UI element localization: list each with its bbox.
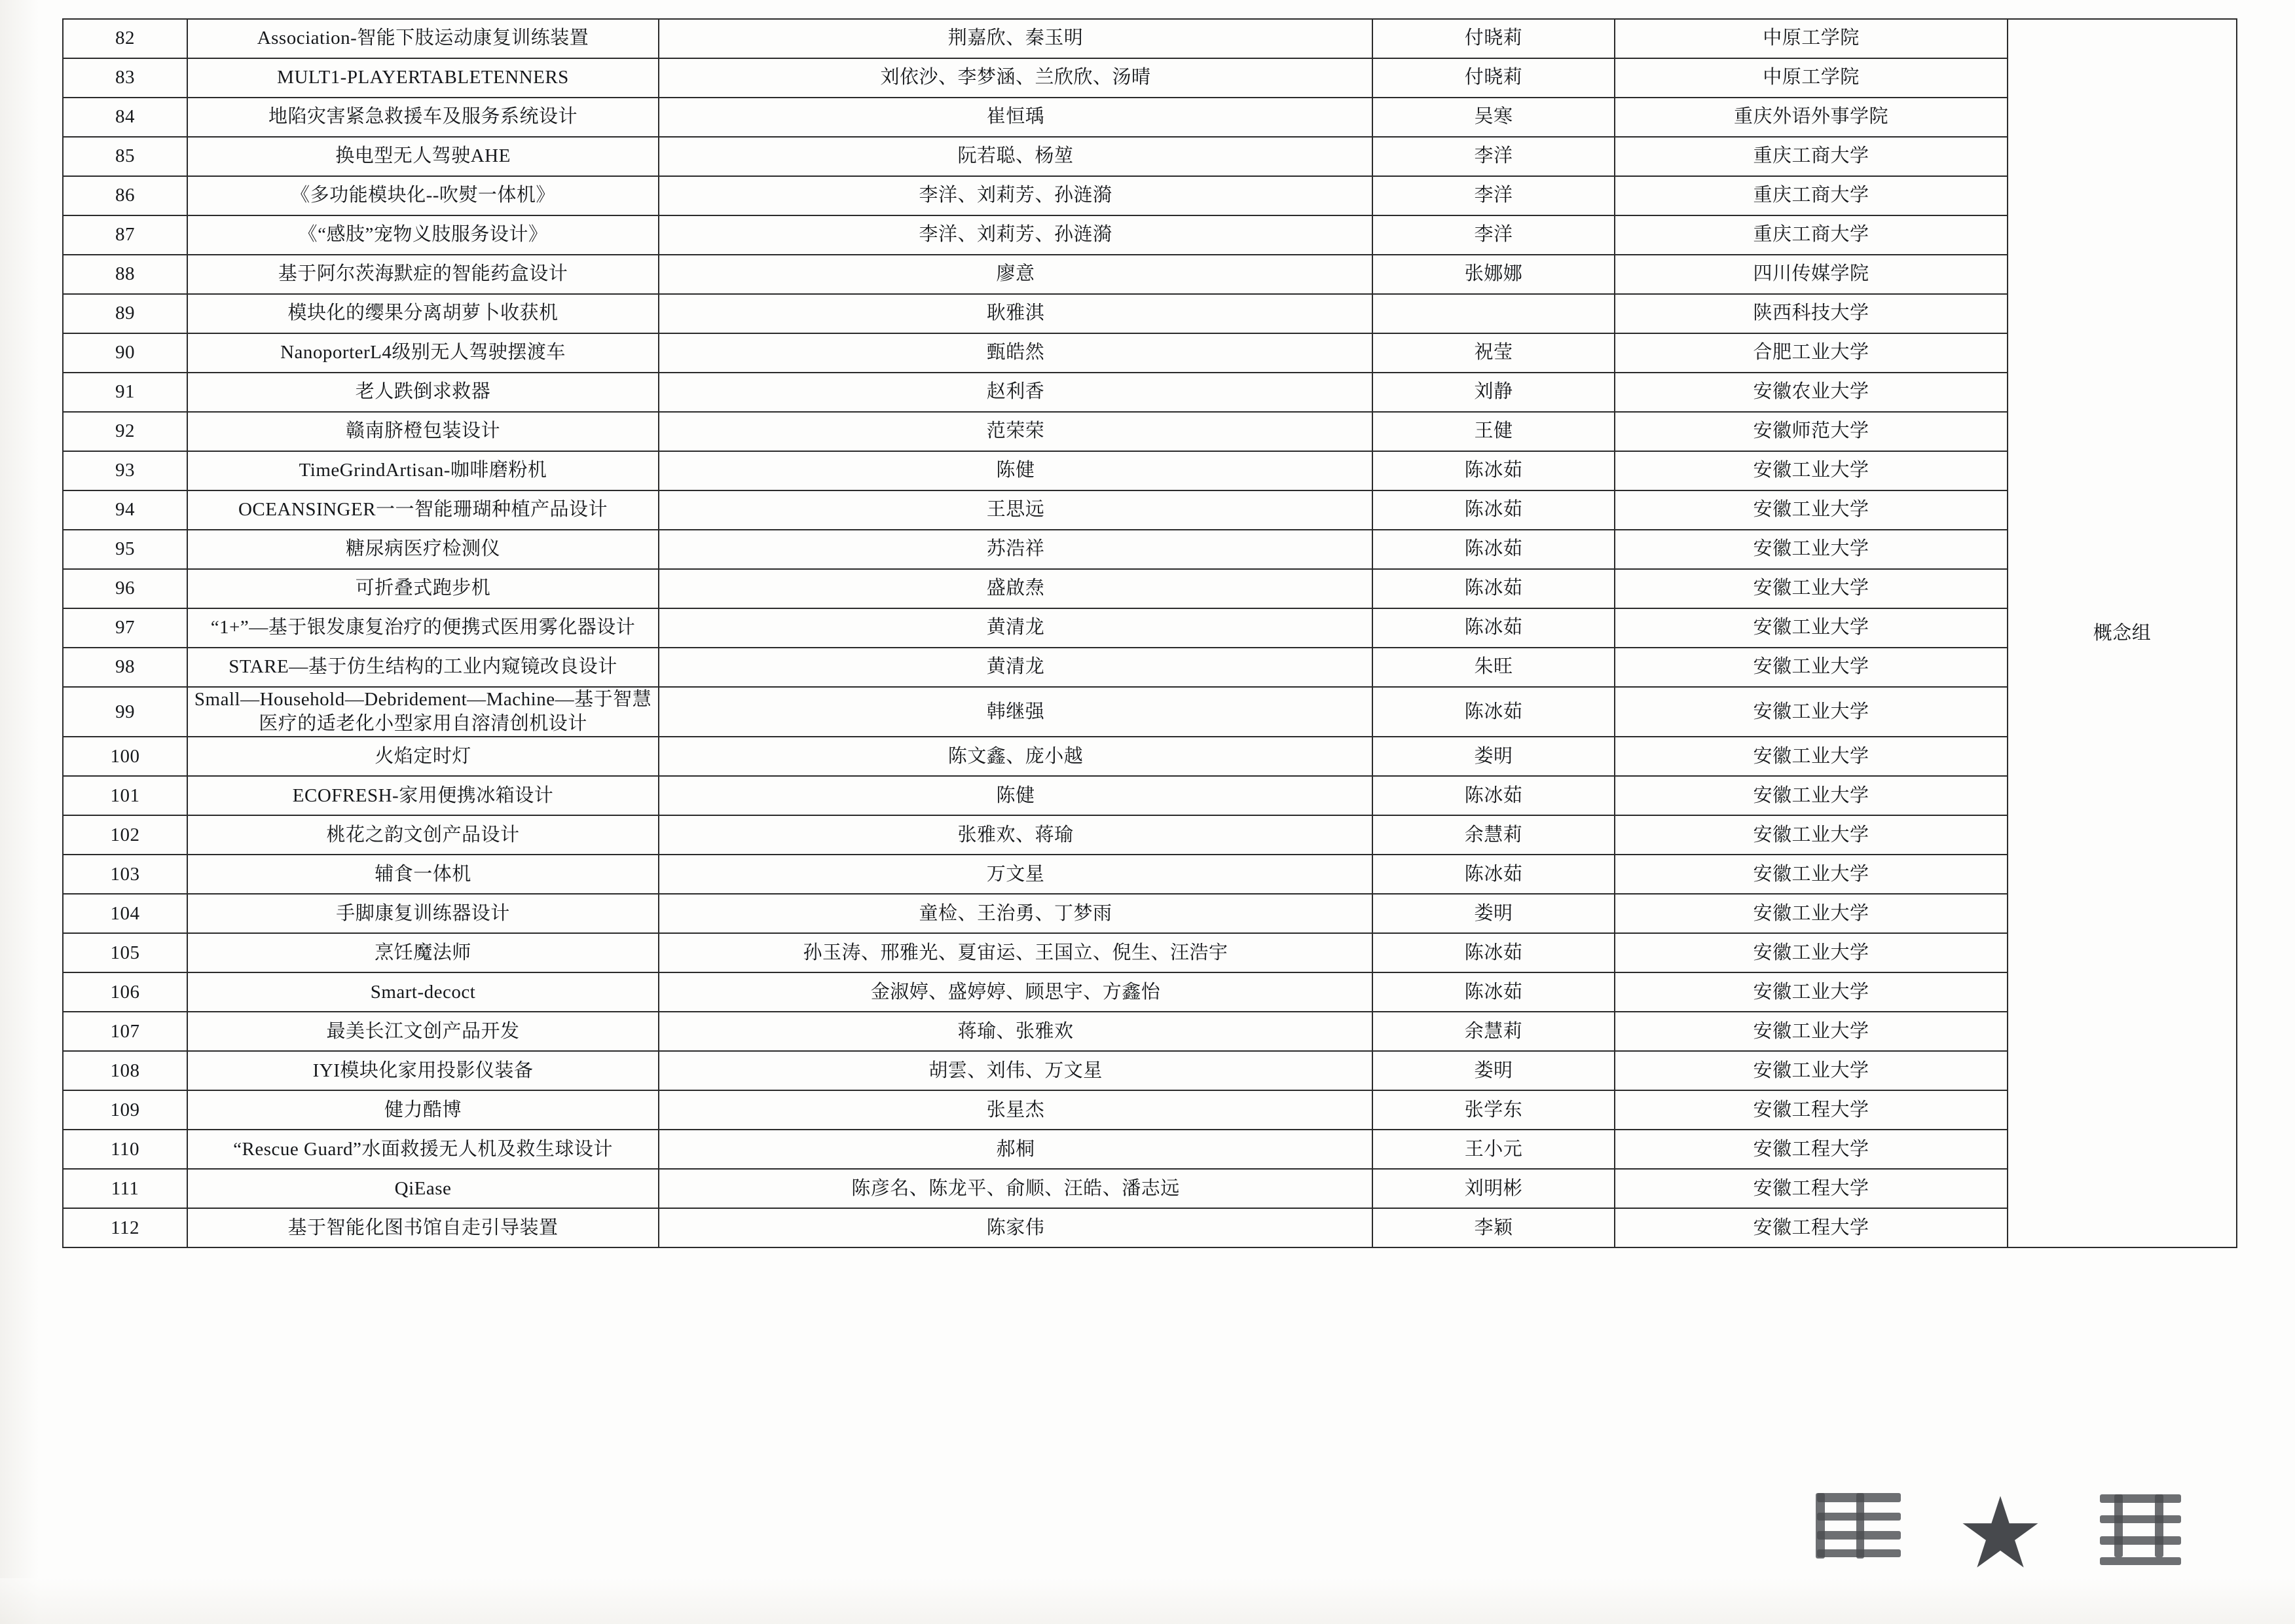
student-names: 童检、王治勇、丁梦雨 (659, 894, 1372, 933)
advisor-name: 张学东 (1372, 1090, 1615, 1130)
work-title: 健力酷博 (187, 1090, 659, 1130)
row-number: 112 (63, 1208, 187, 1247)
student-names: 胡雲、刘伟、万文星 (659, 1051, 1372, 1090)
advisor-name: 陈冰茹 (1372, 776, 1615, 815)
table-row (63, 972, 2237, 1012)
school-name: 安徽工程大学 (1615, 1169, 2008, 1208)
advisor-name: 陈冰茹 (1372, 855, 1615, 894)
row-number: 95 (63, 530, 187, 569)
work-title: “1+”—基于银发康复治疗的便携式医用雾化器设计 (187, 608, 659, 648)
work-title: 最美长江文创产品开发 (187, 1012, 659, 1051)
student-names: 郝桐 (659, 1130, 1372, 1169)
student-names: 苏浩祥 (659, 530, 1372, 569)
student-names: 崔恒瑀 (659, 98, 1372, 137)
row-number: 102 (63, 815, 187, 855)
advisor-name: 王小元 (1372, 1130, 1615, 1169)
work-title: IYI模块化家用投影仪装备 (187, 1051, 659, 1090)
row-number: 100 (63, 737, 187, 776)
row-number: 86 (63, 176, 187, 215)
row-number: 109 (63, 1090, 187, 1130)
table-row (63, 894, 2237, 933)
table-row (63, 569, 2237, 608)
work-title: 辅食一体机 (187, 855, 659, 894)
student-names: 张星杰 (659, 1090, 1372, 1130)
advisor-name (1372, 294, 1615, 333)
stamp-star-icon (1951, 1480, 2049, 1589)
advisor-name: 陈冰茹 (1372, 530, 1615, 569)
table-row (63, 490, 2237, 530)
work-title: 赣南脐橙包装设计 (187, 412, 659, 451)
student-names: 陈文鑫、庞小越 (659, 737, 1372, 776)
group-label: 概念组 (2008, 19, 2237, 1247)
work-title: STARE—基于仿生结构的工业内窥镜改良设计 (187, 648, 659, 687)
table-row (63, 255, 2237, 294)
school-name: 安徽工业大学 (1615, 815, 2008, 855)
advisor-name: 陈冰茹 (1372, 608, 1615, 648)
table-row (63, 98, 2237, 137)
row-number: 107 (63, 1012, 187, 1051)
stamp-right-glyph (2092, 1481, 2190, 1579)
row-number: 89 (63, 294, 187, 333)
work-title: 可折叠式跑步机 (187, 569, 659, 608)
table-row (63, 1090, 2237, 1130)
work-title: 火焰定时灯 (187, 737, 659, 776)
table-row (63, 215, 2237, 255)
student-names: 荆嘉欣、秦玉明 (659, 19, 1372, 58)
work-title: 桃花之韵文创产品设计 (187, 815, 659, 855)
student-names: 甄皓然 (659, 333, 1372, 373)
table-row (63, 19, 2237, 58)
student-names: 王思远 (659, 490, 1372, 530)
school-name: 安徽工业大学 (1615, 855, 2008, 894)
advisor-name: 王健 (1372, 412, 1615, 451)
table-row (63, 333, 2237, 373)
work-title: 基于阿尔茨海默症的智能药盒设计 (187, 255, 659, 294)
work-title: 基于智能化图书馆自走引导装置 (187, 1208, 659, 1247)
row-number: 111 (63, 1169, 187, 1208)
row-number: 108 (63, 1051, 187, 1090)
school-name: 安徽工业大学 (1615, 1051, 2008, 1090)
school-name: 安徽工业大学 (1615, 451, 2008, 490)
row-number: 97 (63, 608, 187, 648)
stamp-left-glyph (1810, 1481, 1909, 1579)
advisor-name: 陈冰茹 (1372, 569, 1615, 608)
advisor-name: 娄明 (1372, 894, 1615, 933)
advisor-name: 付晓莉 (1372, 58, 1615, 98)
school-name: 重庆工商大学 (1615, 176, 2008, 215)
school-name: 安徽工业大学 (1615, 737, 2008, 776)
work-title: 换电型无人驾驶AHE (187, 137, 659, 176)
table-row (63, 815, 2237, 855)
table-row (63, 776, 2237, 815)
work-title: TimeGrindArtisan-咖啡磨粉机 (187, 451, 659, 490)
work-title: MULT1-PLAYERTABLETENNERS (187, 58, 659, 98)
advisor-name: 李洋 (1372, 215, 1615, 255)
work-title: “Rescue Guard”水面救援无人机及救生球设计 (187, 1130, 659, 1169)
school-name: 合肥工业大学 (1615, 333, 2008, 373)
school-name: 安徽工业大学 (1615, 490, 2008, 530)
work-title: 《“感肢”宠物义肢服务设计》 (187, 215, 659, 255)
student-names: 韩继强 (659, 687, 1372, 737)
student-names: 盛啟焘 (659, 569, 1372, 608)
row-number: 101 (63, 776, 187, 815)
row-number: 82 (63, 19, 187, 58)
row-number: 91 (63, 373, 187, 412)
row-number: 110 (63, 1130, 187, 1169)
school-name: 重庆工商大学 (1615, 137, 2008, 176)
advisor-name: 娄明 (1372, 737, 1615, 776)
school-name: 重庆外语外事学院 (1615, 98, 2008, 137)
advisor-name: 陈冰茹 (1372, 490, 1615, 530)
star-glyph: ★ (1956, 1480, 2045, 1589)
work-title: 老人跌倒求救器 (187, 373, 659, 412)
row-number: 105 (63, 933, 187, 972)
school-name: 重庆工商大学 (1615, 215, 2008, 255)
student-names: 陈健 (659, 451, 1372, 490)
row-number: 84 (63, 98, 187, 137)
student-names: 耿雅淇 (659, 294, 1372, 333)
school-name: 安徽工业大学 (1615, 972, 2008, 1012)
student-names: 阮若聪、杨堃 (659, 137, 1372, 176)
row-number: 98 (63, 648, 187, 687)
table-row (63, 1051, 2237, 1090)
advisor-name: 吴寒 (1372, 98, 1615, 137)
advisor-name: 李洋 (1372, 137, 1615, 176)
student-names: 蒋瑜、张雅欢 (659, 1012, 1372, 1051)
work-title: ECOFRESH-家用便携冰箱设计 (187, 776, 659, 815)
school-name: 安徽工业大学 (1615, 933, 2008, 972)
table-row (63, 933, 2237, 972)
advisor-name: 陈冰茹 (1372, 451, 1615, 490)
work-title: Small—Household—Debridement—Machine—基于智慧医疗的适老化小型家用自溶清创机设计 (187, 687, 659, 737)
school-name: 陕西科技大学 (1615, 294, 2008, 333)
table-row (63, 1012, 2237, 1051)
row-number: 88 (63, 255, 187, 294)
advisor-name: 余慧莉 (1372, 815, 1615, 855)
row-number: 94 (63, 490, 187, 530)
advisor-name: 李颖 (1372, 1208, 1615, 1247)
table-row (63, 737, 2237, 776)
school-name: 安徽工程大学 (1615, 1090, 2008, 1130)
row-number: 92 (63, 412, 187, 451)
row-number: 99 (63, 687, 187, 737)
row-number: 104 (63, 894, 187, 933)
table-row (63, 1130, 2237, 1169)
advisor-name: 娄明 (1372, 1051, 1615, 1090)
student-names: 金淑婷、盛婷婷、顾思宇、方鑫怡 (659, 972, 1372, 1012)
school-name: 四川传媒学院 (1615, 255, 2008, 294)
row-number: 90 (63, 333, 187, 373)
work-title: 糖尿病医疗检测仪 (187, 530, 659, 569)
student-names: 范荣荣 (659, 412, 1372, 451)
school-name: 安徽工程大学 (1615, 1130, 2008, 1169)
row-number: 96 (63, 569, 187, 608)
advisor-name: 陈冰茹 (1372, 933, 1615, 972)
table-row (63, 412, 2237, 451)
student-names: 黄清龙 (659, 648, 1372, 687)
school-name: 安徽工业大学 (1615, 569, 2008, 608)
row-number: 93 (63, 451, 187, 490)
student-names: 陈彦名、陈龙平、俞顺、汪皓、潘志远 (659, 1169, 1372, 1208)
advisor-name: 张娜娜 (1372, 255, 1615, 294)
advisor-name: 刘明彬 (1372, 1169, 1615, 1208)
school-name: 中原工学院 (1615, 19, 2008, 58)
table-row (63, 608, 2237, 648)
table-row (63, 855, 2237, 894)
advisor-name: 陈冰茹 (1372, 972, 1615, 1012)
student-names: 陈健 (659, 776, 1372, 815)
work-title: 《多功能模块化--吹熨一体机》 (187, 176, 659, 215)
student-names: 陈家伟 (659, 1208, 1372, 1247)
school-name: 安徽工业大学 (1615, 608, 2008, 648)
work-title: Smart-decoct (187, 972, 659, 1012)
table-row (63, 1208, 2237, 1247)
table-row (63, 373, 2237, 412)
school-name: 安徽工程大学 (1615, 1208, 2008, 1247)
table-row (63, 451, 2237, 490)
advisor-name: 余慧莉 (1372, 1012, 1615, 1051)
student-names: 赵利香 (659, 373, 1372, 412)
school-name: 安徽农业大学 (1615, 373, 2008, 412)
student-names: 万文星 (659, 855, 1372, 894)
student-names: 孙玉涛、邢雅光、夏宙运、王国立、倪生、汪浩宇 (659, 933, 1372, 972)
row-number: 85 (63, 137, 187, 176)
school-name: 安徽工业大学 (1615, 530, 2008, 569)
student-names: 李洋、刘莉芳、孙涟漪 (659, 215, 1372, 255)
student-names: 廖意 (659, 255, 1372, 294)
school-name: 安徽工业大学 (1615, 776, 2008, 815)
row-number: 83 (63, 58, 187, 98)
work-title: 烹饪魔法师 (187, 933, 659, 972)
advisor-name: 朱旺 (1372, 648, 1615, 687)
student-names: 李洋、刘莉芳、孙涟漪 (659, 176, 1372, 215)
table-row (63, 58, 2237, 98)
school-name: 中原工学院 (1615, 58, 2008, 98)
work-title: Association-智能下肢运动康复训练装置 (187, 19, 659, 58)
table-row (63, 176, 2237, 215)
student-names: 刘依沙、李梦涵、兰欣欣、汤晴 (659, 58, 1372, 98)
official-stamp (1810, 1481, 2216, 1599)
advisor-name: 付晓莉 (1372, 19, 1615, 58)
table-body (63, 19, 2237, 1247)
table-row (63, 1169, 2237, 1208)
row-number: 103 (63, 855, 187, 894)
school-name: 安徽工业大学 (1615, 1012, 2008, 1051)
table-row (63, 294, 2237, 333)
school-name: 安徽工业大学 (1615, 687, 2008, 737)
school-name: 安徽工业大学 (1615, 648, 2008, 687)
work-title: QiEase (187, 1169, 659, 1208)
student-names: 黄清龙 (659, 608, 1372, 648)
table-row (63, 137, 2237, 176)
student-names: 张雅欢、蒋瑜 (659, 815, 1372, 855)
advisor-name: 李洋 (1372, 176, 1615, 215)
table-row (63, 530, 2237, 569)
work-title: OCEANSINGER一一智能珊瑚种植产品设计 (187, 490, 659, 530)
school-name: 安徽师范大学 (1615, 412, 2008, 451)
work-title: 模块化的缨果分离胡萝卜收获机 (187, 294, 659, 333)
table-row (63, 687, 2237, 737)
work-title: 地陷灾害紧急救援车及服务系统设计 (187, 98, 659, 137)
advisor-name: 陈冰茹 (1372, 687, 1615, 737)
scan-edge-left (0, 0, 39, 1624)
registration-table (62, 18, 2237, 1248)
work-title: NanoporterL4级别无人驾驶摆渡车 (187, 333, 659, 373)
school-name: 安徽工业大学 (1615, 894, 2008, 933)
row-number: 87 (63, 215, 187, 255)
advisor-name: 祝莹 (1372, 333, 1615, 373)
work-title: 手脚康复训练器设计 (187, 894, 659, 933)
table-row (63, 648, 2237, 687)
row-number: 106 (63, 972, 187, 1012)
advisor-name: 刘静 (1372, 373, 1615, 412)
